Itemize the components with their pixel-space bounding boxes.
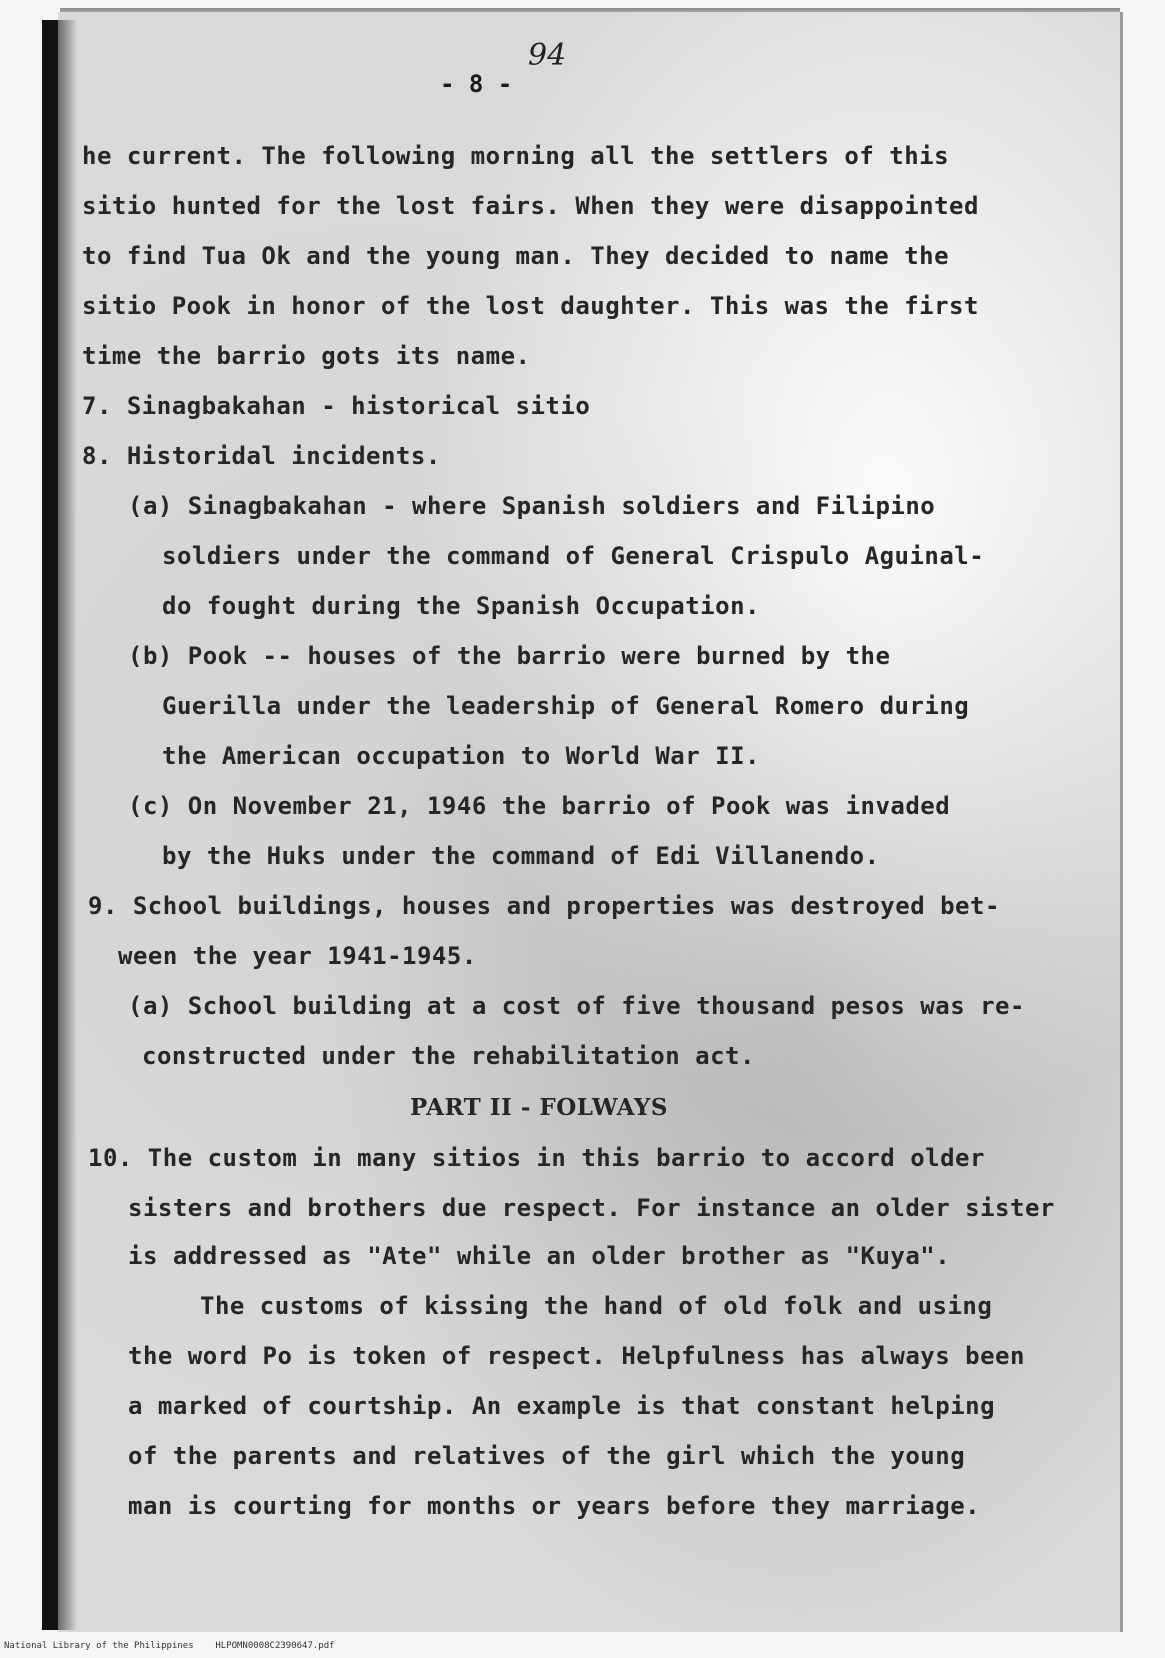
text-line: 7. Sinagbakahan - historical sitio bbox=[82, 392, 591, 420]
text-line: (c) On November 21, 1946 the barrio of Pook was invaded bbox=[128, 792, 951, 820]
handwritten-page-number: 94 bbox=[528, 38, 567, 73]
text-line: man is courting for months or years before they marriage. bbox=[128, 1492, 981, 1520]
text-line: the American occupation to World War II. bbox=[162, 742, 760, 770]
text-line: time the barrio gots its name. bbox=[82, 342, 531, 370]
text-line: do fought during the Spanish Occupation. bbox=[162, 592, 760, 620]
text-line: constructed under the rehabilitation act. bbox=[142, 1042, 755, 1070]
text-line: sitio Pook in honor of the lost daughter. This was the first bbox=[82, 292, 979, 320]
text-line: 9. School buildings, houses and properties was destroyed bet- bbox=[88, 892, 1000, 920]
footer-file: HLPOMN0008C2390647.pdf bbox=[215, 1641, 335, 1651]
text-line: 8. Historidal incidents. bbox=[82, 442, 441, 470]
text-line: Guerilla under the leadership of General Romero during bbox=[162, 692, 970, 720]
text-line: ween the year 1941-1945. bbox=[118, 942, 477, 970]
text-line: by the Huks under the command of Edi Villanendo. bbox=[162, 842, 880, 870]
text-line: he current. The following morning all the settlers of this bbox=[82, 142, 950, 170]
text-line: The customs of kissing the hand of old folk and using bbox=[200, 1292, 993, 1320]
text-line: is addressed as "Ate" while an older brother as "Kuya". bbox=[128, 1242, 951, 1270]
text-line: the word Po is token of respect. Helpfulness has always been bbox=[128, 1342, 1025, 1370]
text-line: a marked of courtship. An example is that constant helping bbox=[128, 1392, 996, 1420]
text-line: 10. The custom in many sitios in this barrio to accord older bbox=[88, 1144, 985, 1172]
binding-shadow bbox=[58, 20, 76, 1630]
footer-library: National Library of the Philippines bbox=[4, 1641, 194, 1651]
binding-edge bbox=[42, 20, 58, 1630]
text-line: sitio hunted for the lost fairs. When they were disappointed bbox=[82, 192, 979, 220]
text-line: sisters and brothers due respect. For instance an older sister bbox=[128, 1194, 1055, 1222]
text-line: (a) School building at a cost of five thousand pesos was re- bbox=[128, 992, 1025, 1020]
text-line: to find Tua Ok and the young man. They decided to name the bbox=[82, 242, 950, 270]
typed-page-number: - 8 - bbox=[440, 70, 513, 98]
text-line: (b) Pook -- houses of the barrio were burned by the bbox=[128, 642, 891, 670]
text-line: of the parents and relatives of the girl which the young bbox=[128, 1442, 966, 1470]
scan-footer bbox=[4, 1641, 335, 1651]
text-line: soldiers under the command of General Crispulo Aguinal- bbox=[162, 542, 985, 570]
text-line: (a) Sinagbakahan - where Spanish soldiers and Filipino bbox=[128, 492, 936, 520]
section-heading: PART II - FOLWAYS bbox=[410, 1094, 668, 1121]
